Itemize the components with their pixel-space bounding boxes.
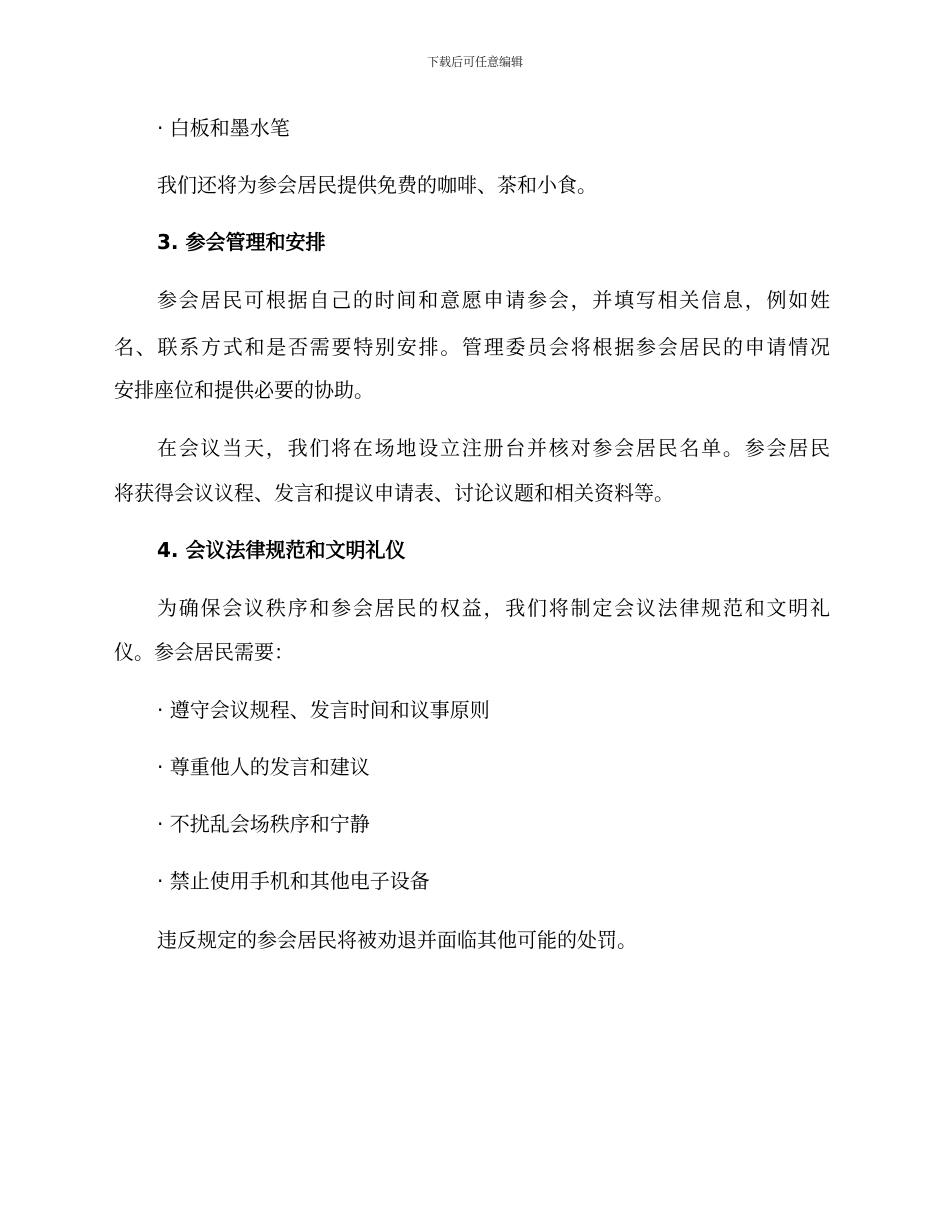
paragraph-1-line-3: 安排座位和提供必要的协助。 xyxy=(114,378,374,402)
page-header: 下载后可任意编辑 xyxy=(426,55,523,69)
paragraph-3-line-1: 为确保会议秩序和参会居民的权益，我们将制定会议法律规范和文明礼 xyxy=(157,596,830,620)
paragraph-1-line-2: 名、联系方式和是否需要特别安排。管理委员会将根据参会居民的申请情况 xyxy=(114,335,830,359)
paragraph-2-line-2: 将获得会议议程、发言和提议申请表、讨论议题和相关资料等。 xyxy=(114,481,674,505)
refreshments-paragraph: 我们还将为参会居民提供免费的咖啡、茶和小食。 xyxy=(157,173,597,197)
section-3-heading: 3. 参会管理和安排 xyxy=(157,230,326,254)
rule-bullet-4: · 禁止使用手机和其他电子设备 xyxy=(157,869,430,893)
paragraph-2-line-1: 在会议当天，我们将在场地设立注册台并核对参会居民名单。参会居民 xyxy=(157,436,830,460)
section-4-heading: 4. 会议法律规范和文明礼仪 xyxy=(157,538,406,562)
paragraph-3-line-2: 仪。参会居民需要： xyxy=(114,640,294,664)
paragraph-1-line-1: 参会居民可根据自己的时间和意愿申请参会，并填写相关信息，例如姓 xyxy=(157,288,830,312)
rule-bullet-1: · 遵守会议规程、发言时间和议事原则 xyxy=(157,698,490,722)
closing-paragraph: 违反规定的参会居民将被劝退并面临其他可能的处罚。 xyxy=(157,928,637,952)
rule-bullet-2: · 尊重他人的发言和建议 xyxy=(157,755,370,779)
bullet-whiteboard: · 白板和墨水笔 xyxy=(157,116,290,140)
rule-bullet-3: · 不扰乱会场秩序和宁静 xyxy=(157,812,370,836)
